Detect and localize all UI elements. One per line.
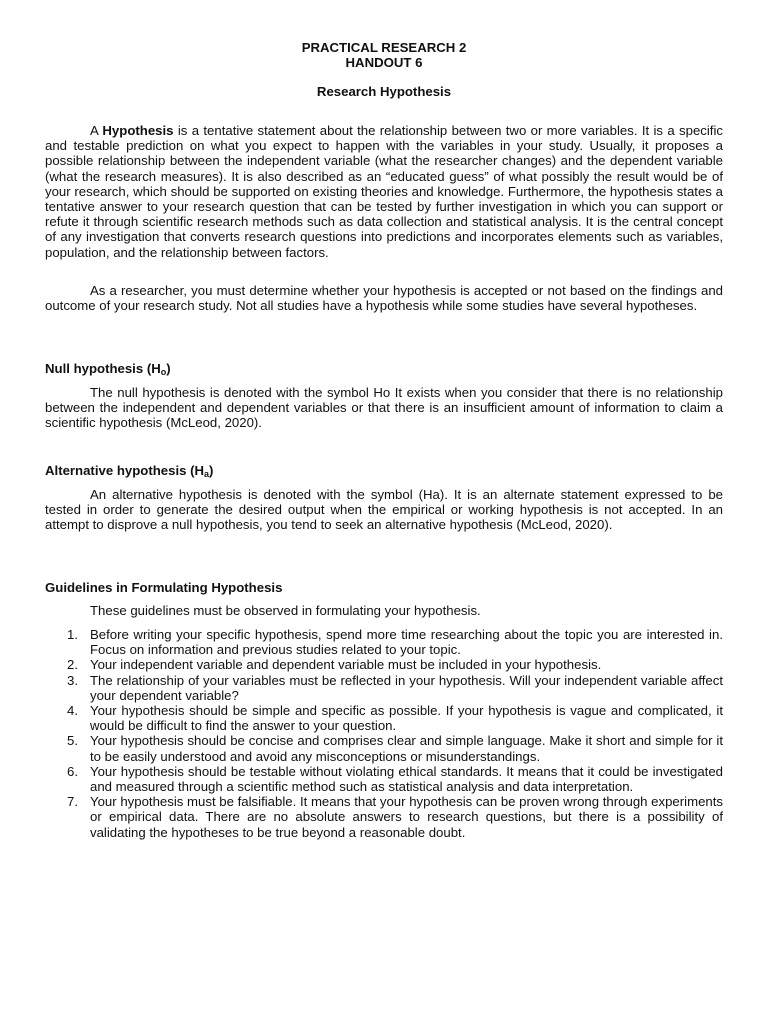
alternative-hypothesis-heading: Alternative hypothesis $(H_a)$ xyxy=(45,463,214,479)
document-header xyxy=(0,40,768,70)
guidelines-heading: Guidelines in Formulating Hypothesis xyxy=(45,580,283,595)
handout-number: HANDOUT 6 xyxy=(345,55,423,70)
list-item: 5. Your hypothesis should be concise and comprises clear and simple language. Make it short and simple for it to be easily understood and avoid any misconceptions or misunderstandings. xyxy=(67,733,723,764)
list-item: 2. Your independent variable and dependent variable must be included in your hypothesis. xyxy=(67,657,602,673)
list-item: 4. Your hypothesis should be simple and specific as possible. If your hypothesis is vague and complicated, it would be difficult to find the answer to your question. xyxy=(67,703,723,734)
guidelines-list xyxy=(45,627,723,840)
page-title: Research Hypothesis xyxy=(316,84,452,99)
list-item: 3. The relationship of your variables must be reflected in your hypothesis. Will your independent variable affect your dependent variable? xyxy=(67,672,723,703)
researcher-paragraph: As a researcher, you must determine whether your hypothesis is accepted or not based on the findings and outcome of your research study. Not all studies have a hypothesis while some studies have several hypotheses. xyxy=(45,283,723,314)
hypothesis-term: Hypothesis xyxy=(102,123,174,138)
alternative-hypothesis-paragraph: An alternative hypothesis is denoted with the symbol (Ha). It is an alternate statement expressed to be tested in order to generate the desired output when the empirical or working hypothesis is not accepted. In an attempt to disprove a null hypothesis, you tend to seek an alternative hypothesis (McLeod, 2020). xyxy=(45,487,723,533)
null-hypothesis-heading: Null hypothesis $(H_o)$ xyxy=(45,361,171,377)
guidelines-intro: These guidelines must be observed in formulating your hypothesis. xyxy=(90,603,481,618)
list-item: 6. Your hypothesis should be testable without violating ethical standards. It means that it could be investigated and measured through a scientific method such as statistical analysis and data interpretation. xyxy=(67,763,723,795)
list-item: 7. Your hypothesis must be falsifiable. It means that your hypothesis can be proven wrong through experiments or empirical data. There are no absolute answers to research questions, but there is a possibility of validating the hypotheses to be true beyond a reasonable doubt. xyxy=(67,794,723,840)
intro-paragraph: A Hypothesis is a tentative statement about the relationship between two or more variables. It is a specific and testable prediction on what you expect to happen with the variables in your study. Usually, it proposes a possible relationship between the independent variable (what the researcher changes) and the dependent variable (what the research measures). It is also described as an “educated guess” of what possibly the result would be of your research, which should be supported on existing theories and knowledge. Furthermore, the hypothesis states a tentative answer to your research question that can be tested by further investigation in which you can support or refute it through scientific research methods such as data collection and statistical analysis. It is the central concept of any investigation that converts research questions into predictions and incorporates elements such as variables, population, and the relationship between factors. xyxy=(45,123,723,260)
course-title: PRACTICAL RESEARCH 2 xyxy=(301,40,467,55)
list-item: 1. Before writing your specific hypothesis, spend more time researching about the topic you are interested in. Focus on information and previous studies related to your topic. xyxy=(67,627,723,658)
null-hypothesis-paragraph: The null hypothesis is denoted with the symbol Ho It exists when you consider that there is no relationship between the independent and dependent variables or that there is an insufficient amount of information to claim a scientific hypothesis (McLeod, 2020). xyxy=(45,385,723,431)
